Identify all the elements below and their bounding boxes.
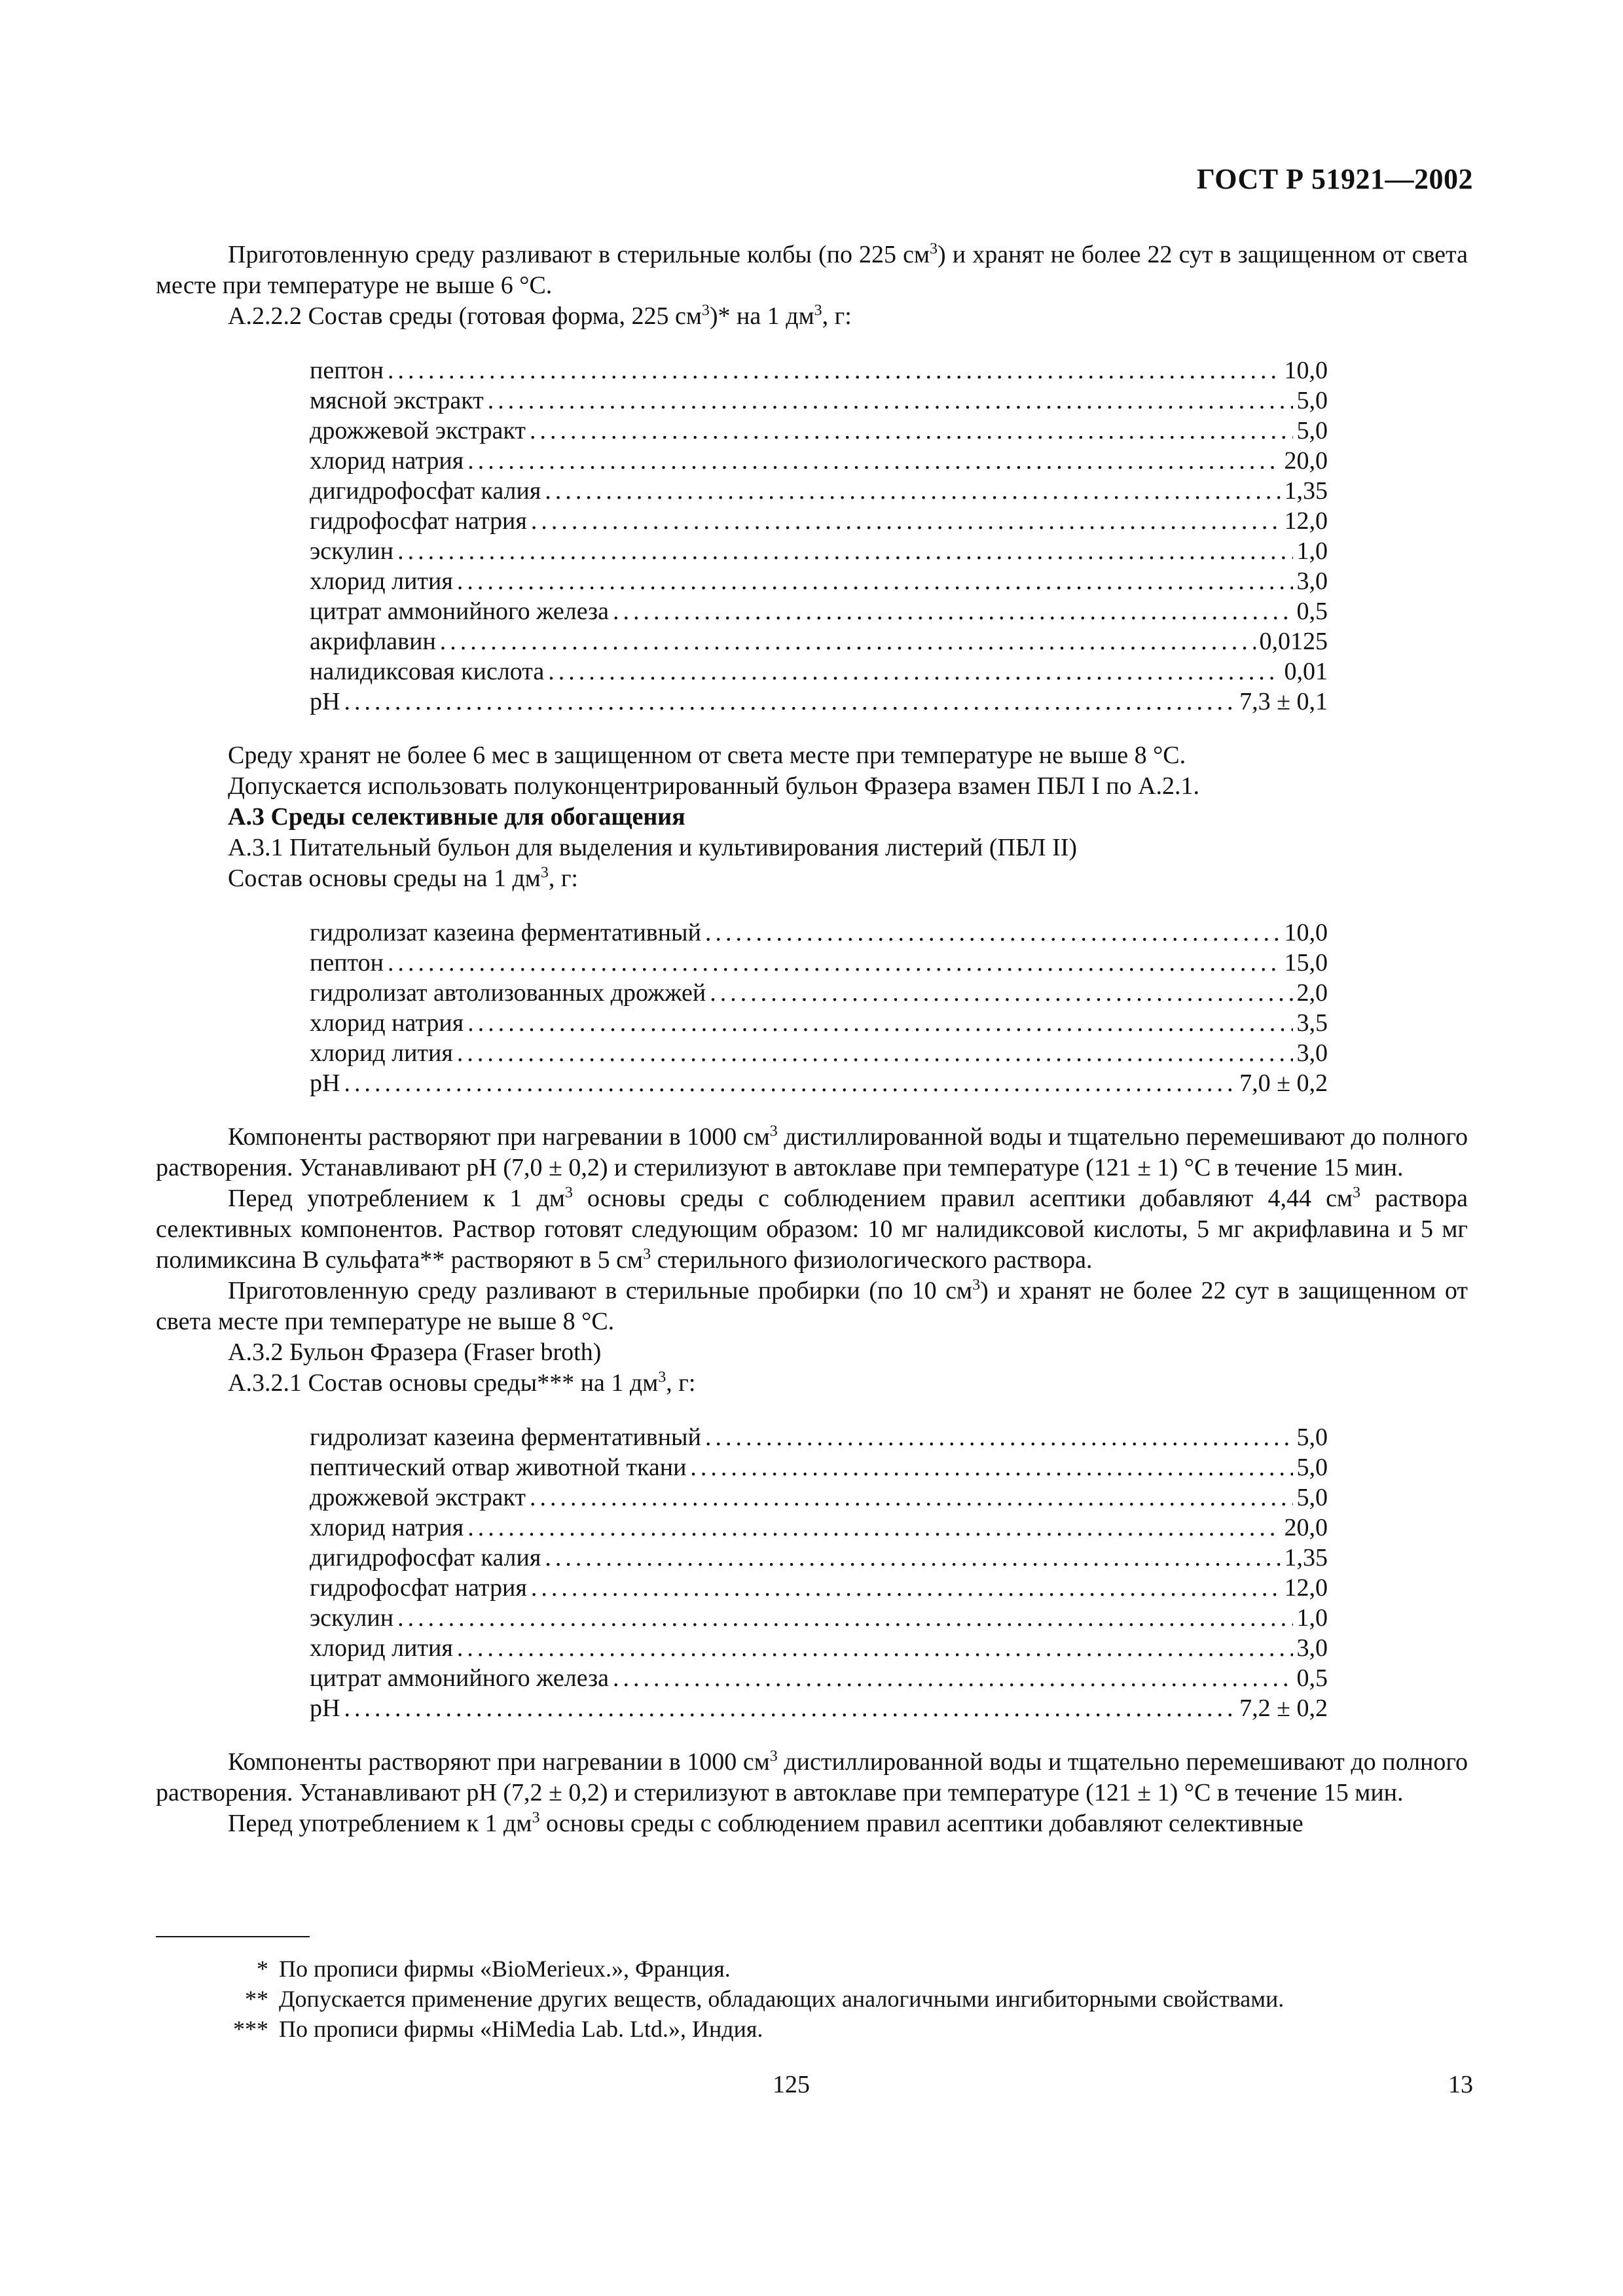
page-number-center: 125 (773, 2071, 810, 2098)
ingredient-row (310, 386, 1328, 416)
ingredient-name: pH (310, 1695, 340, 1722)
ingredient-row (310, 1573, 1328, 1603)
dot-leader (545, 476, 1280, 506)
footnote-item: *** По прописи фирмы «HiMedia Lab. Ltd.», Индия. (233, 2016, 763, 2042)
footnote-item: ** Допускается применение других веществ, обладающих аналогичными ингибиторными свойствами. (245, 1986, 1285, 2012)
ingredient-value: 12,0 (1284, 507, 1328, 535)
dot-leader (488, 386, 1293, 416)
ingredient-name: хлорид натрия (310, 447, 464, 475)
ingredient-row (310, 948, 1328, 978)
ingredient-name: гидролизат казеина ферментативный (310, 919, 701, 946)
ingredient-name: мясной экстракт (310, 387, 484, 414)
ingredient-value: 20,0 (1284, 1514, 1328, 1541)
ingredient-row (310, 918, 1328, 948)
ingredient-value: 7,2 ± 0,2 (1239, 1695, 1328, 1722)
ingredient-row (310, 536, 1328, 566)
paragraph-before-use: Перед употреблением к 1 $дм^3$ основы среды с соблюдением правил асептики добавляют селективные (228, 1809, 1304, 1837)
dot-leader (613, 596, 1293, 626)
ingredient-row (310, 656, 1328, 687)
dot-leader (467, 1008, 1292, 1038)
paragraph-storage-months: Среду хранят не более 6 мес в защищенном от света месте при температуре не выше 8 °С. (228, 742, 1186, 769)
ingredient-value: 0,5 (1296, 598, 1328, 625)
ingredient-value: 2,0 (1296, 979, 1328, 1007)
ingredient-value: 10,0 (1284, 919, 1328, 946)
ingredient-value: 1,0 (1296, 1604, 1328, 1632)
ingredient-row (310, 1693, 1328, 1723)
composition-list-3 (310, 1422, 1328, 1723)
ingredient-value: 15,0 (1284, 949, 1328, 977)
dot-leader (531, 506, 1281, 536)
dot-leader (457, 1633, 1293, 1663)
ingredient-value: 5,0 (1296, 417, 1328, 444)
ingredient-row (310, 1422, 1328, 1452)
footnotes (156, 1954, 1468, 2044)
ingredient-name: pH (310, 688, 340, 715)
ingredient-value: 7,3 ± 0,1 (1239, 688, 1328, 715)
ingredient-value: 0,01 (1284, 658, 1328, 685)
dot-leader (531, 1573, 1281, 1603)
ingredient-row (310, 1603, 1328, 1633)
dot-leader (705, 918, 1281, 948)
paragraph-a321-composition: А.3.2.1 Состав основы среды*** на 1 $дм^3$, г: (228, 1369, 696, 1397)
ingredient-name: цитрат аммонийного железа (310, 1664, 609, 1692)
ingredient-row (310, 446, 1328, 476)
ingredient-value: 3,0 (1296, 1634, 1328, 1662)
ingredient-row (310, 1068, 1328, 1098)
ingredient-row (310, 476, 1328, 506)
paragraph-dissolve-2: Компоненты растворяют при нагревании в 1000 $см^3$ дистиллированной воды и тщательно перемешивают до полного растворения. Устанавливают pH (7,2 ± 0,2) и стерилизуют в автоклаве при температуре (121 ± 1) °С в течение 15 мин. (156, 1748, 1468, 1806)
ingredient-value: 3,0 (1296, 567, 1328, 595)
dot-leader (344, 1693, 1235, 1723)
ingredient-value: 0,5 (1296, 1664, 1328, 1692)
ingredient-name: акрифлавин (310, 628, 436, 655)
paragraph-selective-components: Перед употреблением к 1 $дм^3$ основы среды с соблюдением правил асептики добавляют 4,44 $см^3$ раствора селективных компонентов. Раствор готовят следующим образом: 10 мг налидиксовой кислоты, 5 мг акрифлавина и 5 мг полимиксина В сульфата** растворяют в 5 $см^3$ стерильного физиологического раствора. (156, 1184, 1468, 1274)
section-heading-a3: А.3 Среды селективные для обогащения (228, 803, 685, 831)
ingredient-name: хлорид натрия (310, 1009, 464, 1037)
paragraph-a32-title: А.3.2 Бульон Фразера (Fraser broth) (228, 1338, 602, 1366)
ingredient-name: гидрофосфат натрия (310, 507, 527, 535)
paragraph-a31-title: А.3.1 Питательный бульон для выделения и культивирования листерий (ПБЛ II) (228, 834, 1078, 861)
dot-leader (690, 1452, 1292, 1482)
dot-leader (530, 416, 1293, 446)
ingredient-row (310, 626, 1328, 656)
ingredient-row (310, 1482, 1328, 1513)
ingredient-name: гидрофосфат натрия (310, 1574, 527, 1602)
paragraph-dissolve-1: Компоненты растворяют при нагревании в 1000 $см^3$ дистиллированной воды и тщательно перемешивают до полного растворения. Устанавливают pH (7,0 ± 0,2) и стерилизуют в автоклаве при температуре (121 ± 1) °С в течение 15 мин. (156, 1122, 1468, 1181)
ingredient-name: пептон (310, 949, 384, 977)
ingredient-value: 1,35 (1284, 1544, 1328, 1571)
ingredient-row (310, 596, 1328, 626)
ingredient-value: 5,0 (1296, 1484, 1328, 1511)
ingredient-value: 5,0 (1296, 387, 1328, 414)
main-content (156, 240, 1468, 1839)
ingredient-value: 12,0 (1284, 1574, 1328, 1602)
ingredient-value: 0,0125 (1259, 628, 1328, 655)
ingredient-name: pH (310, 1069, 340, 1097)
ingredient-row (310, 566, 1328, 596)
ingredient-name: хлорид натрия (310, 1514, 464, 1541)
paragraph-composition-a222: А.2.2.2 Состав среды (готовая форма, 225 $см^3)*$ на 1 $дм^3$, г: (228, 302, 852, 330)
dot-leader (344, 1068, 1235, 1098)
dot-leader (530, 1482, 1293, 1513)
ingredient-name: цитрат аммонийного железа (310, 598, 609, 625)
ingredient-row (310, 978, 1328, 1008)
dot-leader (388, 948, 1281, 978)
ingredient-value: 5,0 (1296, 1454, 1328, 1481)
ingredient-value: 3,5 (1296, 1009, 1328, 1037)
dot-leader (710, 978, 1292, 1008)
dot-leader (388, 355, 1281, 386)
ingredient-name: эскулин (310, 1604, 394, 1632)
ingredient-name: дрожжевой экстракт (310, 1484, 526, 1511)
ingredient-row (310, 355, 1328, 386)
dot-leader (440, 626, 1256, 656)
paragraph-storage-flasks: Приготовленную среду разливают в стерильные колбы (по 225 $см^3$) и хранят не более 22 сут в защищенном от света месте при температуре не выше 6 °С. (156, 240, 1468, 299)
ingredient-row (310, 1543, 1328, 1573)
dot-leader (467, 446, 1280, 476)
footnote-item: * По прописи фирмы «BioMerieux.», Франция. (257, 1956, 731, 1982)
ingredient-name: пептический отвар животной ткани (310, 1454, 687, 1481)
ingredient-value: 3,0 (1296, 1039, 1328, 1067)
ingredient-name: хлорид лития (310, 567, 453, 595)
ingredient-value: 1,0 (1296, 537, 1328, 565)
ingredient-name: хлорид лития (310, 1039, 453, 1067)
ingredient-name: гидролизат казеина ферментативный (310, 1424, 701, 1451)
ingredient-row (310, 1513, 1328, 1543)
paragraph-storage-tubes: Приготовленную среду разливают в стерильные пробирки (по 10 $см^3$) и хранят не более 22 сут в защищенном от света месте при температуре не выше 8 °С. (156, 1276, 1468, 1335)
dot-leader (457, 566, 1293, 596)
dot-leader (545, 1543, 1280, 1573)
ingredient-row (310, 1663, 1328, 1693)
dot-leader (397, 1603, 1292, 1633)
ingredient-name: дигидрофосфат калия (310, 477, 541, 505)
ingredient-value: 1,35 (1284, 477, 1328, 505)
dot-leader (705, 1422, 1293, 1452)
ingredient-name: налидиксовая кислота (310, 658, 545, 685)
ingredient-row (310, 1008, 1328, 1038)
dot-leader (457, 1038, 1293, 1068)
document-header: ГОСТ Р 51921—2002 (1196, 163, 1473, 195)
paragraph-base-composition: Состав основы среды на 1 $дм^3$, г: (228, 864, 578, 892)
dot-leader (548, 656, 1280, 687)
composition-list-2 (310, 918, 1328, 1098)
composition-list-1 (310, 355, 1328, 717)
footnote-separator (156, 1936, 310, 1937)
ingredient-value: 20,0 (1284, 447, 1328, 475)
ingredient-name: дигидрофосфат калия (310, 1544, 541, 1571)
ingredient-row (310, 506, 1328, 536)
dot-leader (344, 687, 1235, 717)
page-number-right: 13 (1448, 2071, 1473, 2098)
ingredient-value: 5,0 (1296, 1424, 1328, 1451)
ingredient-row (310, 687, 1328, 717)
ingredient-value: 7,0 ± 0,2 (1239, 1069, 1328, 1097)
dot-leader (467, 1513, 1280, 1543)
ingredient-name: эскулин (310, 537, 394, 565)
ingredient-name: хлорид лития (310, 1634, 453, 1662)
dot-leader (397, 536, 1292, 566)
ingredient-name: гидролизат автолизованных дрожжей (310, 979, 706, 1007)
paragraph-fraser-substitute: Допускается использовать полуконцентрированный бульон Фразера взамен ПБЛ I по А.2.1. (228, 772, 1200, 800)
ingredient-row (310, 1038, 1328, 1068)
ingredient-name: дрожжевой экстракт (310, 417, 526, 444)
ingredient-row (310, 1633, 1328, 1663)
dot-leader (613, 1663, 1293, 1693)
ingredient-value: 10,0 (1284, 357, 1328, 384)
ingredient-name: пептон (310, 357, 384, 384)
ingredient-row (310, 416, 1328, 446)
ingredient-row (310, 1452, 1328, 1482)
